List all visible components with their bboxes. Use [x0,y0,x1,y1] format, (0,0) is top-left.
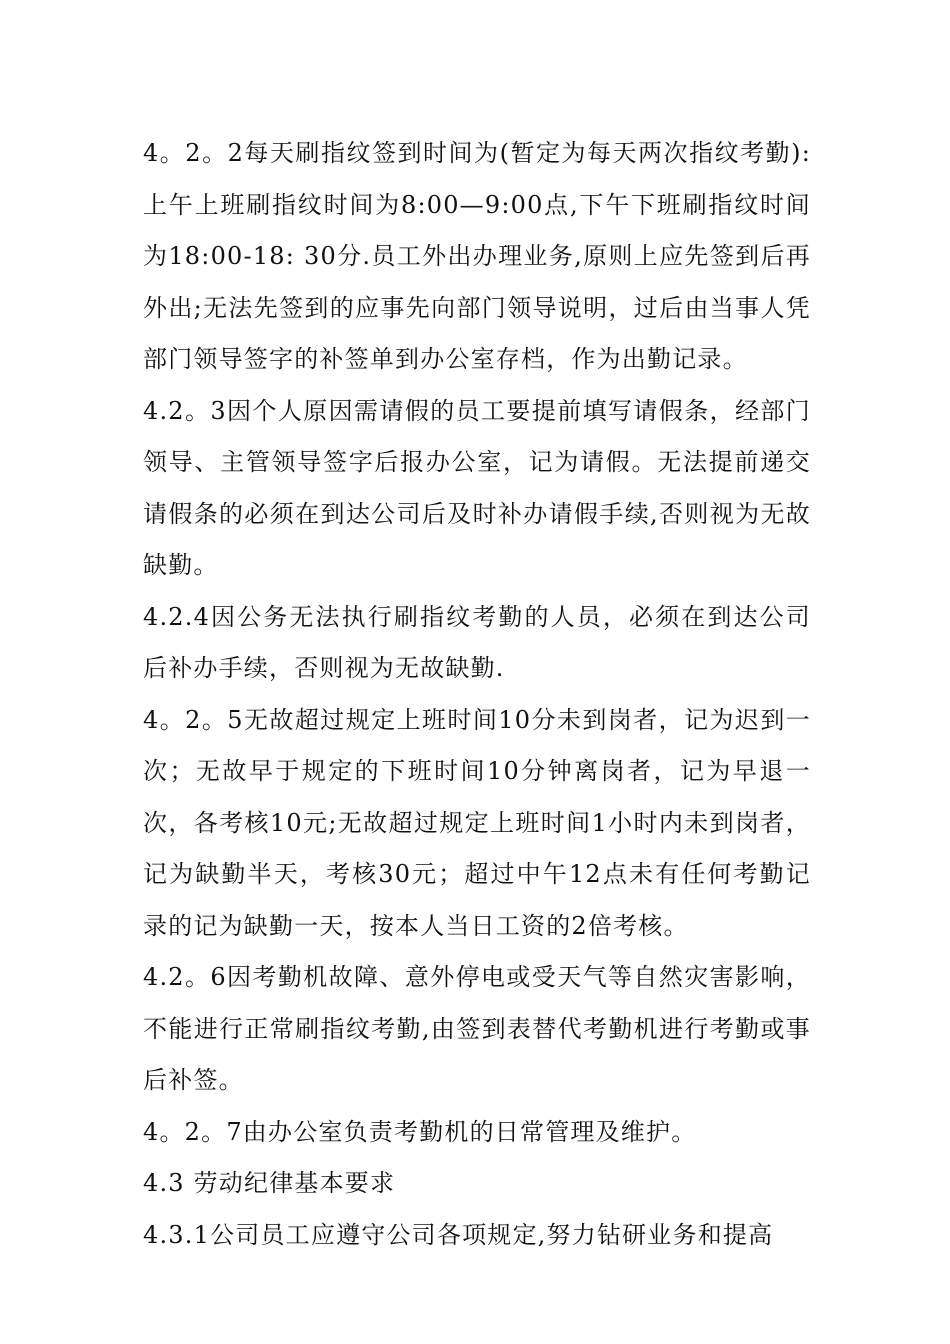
paragraph-4-2-7: 4。2。7由办公室负责考勤机的日常管理及维护。 [143,1117,697,1146]
paragraph-4-2-5: 4。2。5无故超过规定上班时间10分未到岗者，记为迟到一次；无故早于规定的下班时间10分钟离岗者，记为早退一次，各考核10元;无故超过规定上班时间1小时内未到岗者，记为缺勤半天，考核30元；超过中午12点未有任何考勤记录的记为缺勤一天，按本人当日工资的2倍考核。 [143,705,811,940]
paragraph-4-2-2: 4。2。2每天刷指纹签到时间为(暂定为每天两次指纹考勤):上午上班刷指纹时间为8:00—9:00点,下午下班刷指纹时间为18:00-18: 30分.员工外出办理业务,原则上应先签到后再外出;无法先签到的应事先向部门领导说明，过后由当事人凭部门领导签字的补签单到办公室存档，作为出勤记录。 [143,139,811,373]
paragraph-4-2-4: 4.2.4因公务无法执行刷指纹考勤的人员，必须在到达公司后补办手续，否则视为无故缺勤. [143,602,811,682]
section-heading-4-3: 4.3 劳动纪律基本要求 [143,1169,396,1197]
paragraph-4-2-3: 4.2。3因个人原因需请假的员工要提前填写请假条，经部门领导、主管领导签字后报办公室，记为请假。无法提前递交请假条的必须在到达公司后及时补办请假手续,否则视为无故缺勤。 [143,396,811,579]
paragraph-4-3-1: 4.3.1公司员工应遵守公司各项规定,努力钻研业务和提高 [143,1220,774,1249]
document-body [143,128,811,1261]
paragraph-4-2-6: 4.2。6因考勤机故障、意外停电或受天气等自然灾害影响，不能进行正常刷指纹考勤,由签到表替代考勤机进行考勤或事后补签。 [143,963,811,1094]
